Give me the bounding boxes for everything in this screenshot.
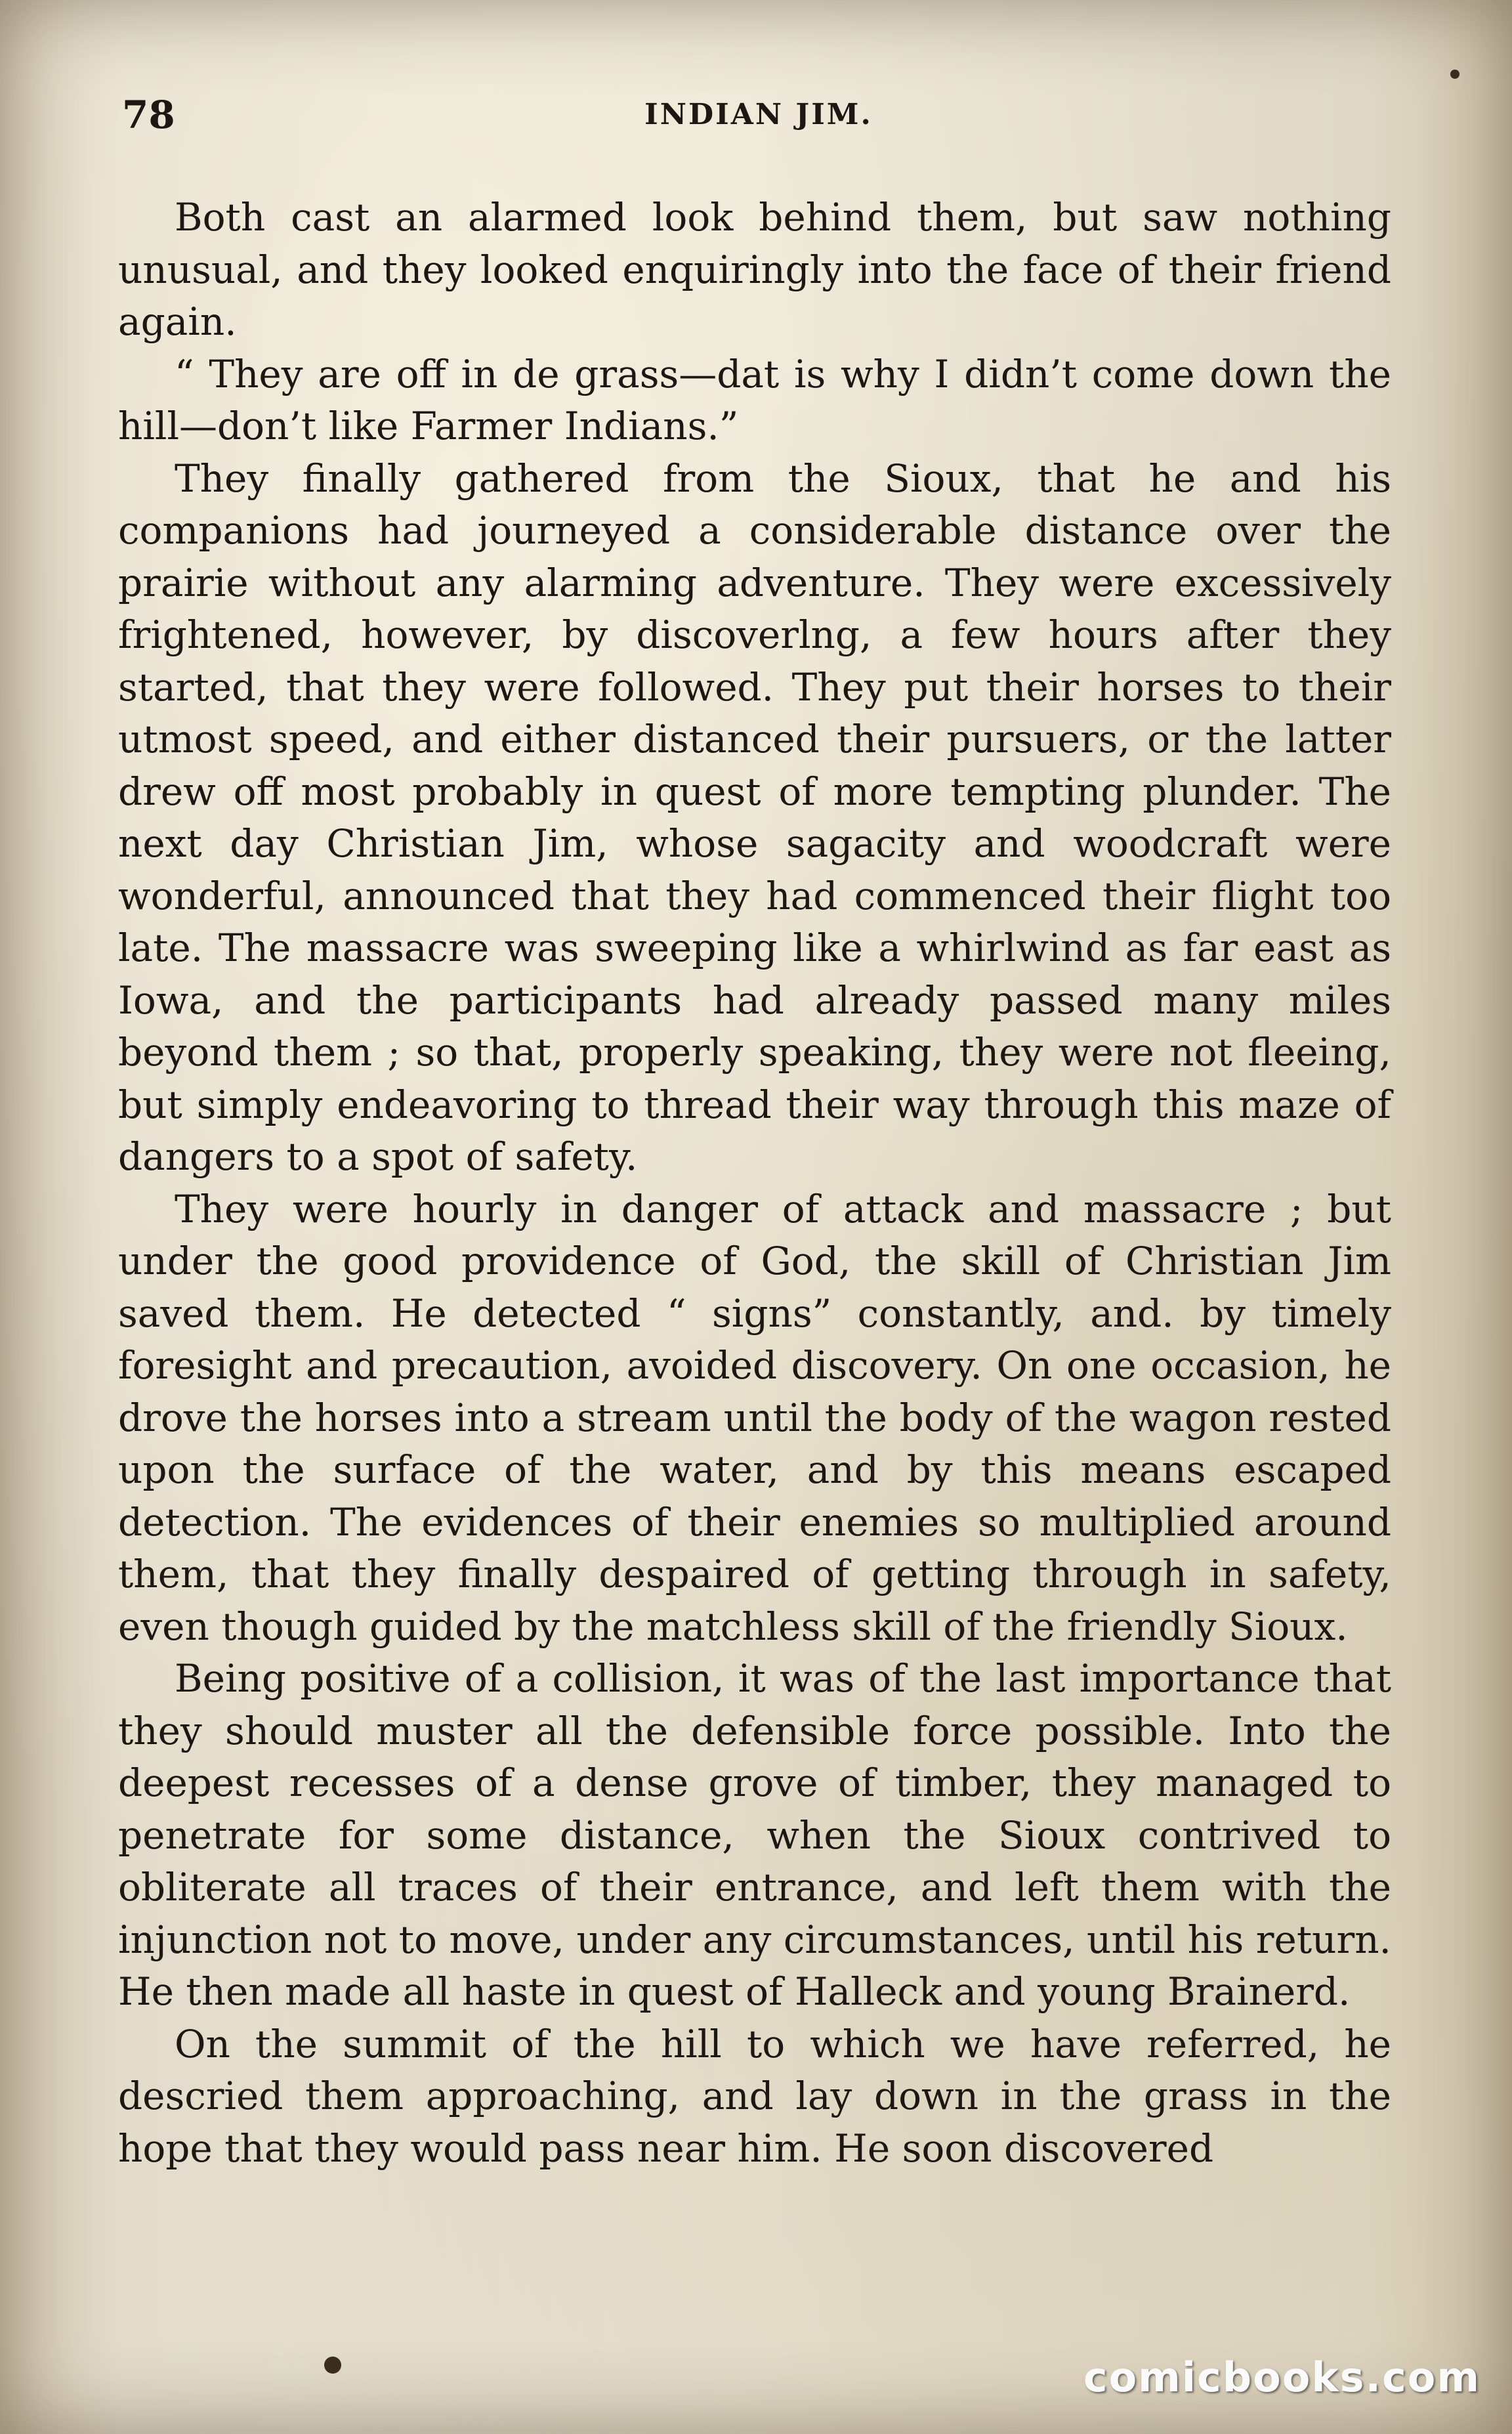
running-head: INDIAN JIM. bbox=[644, 98, 873, 131]
page-header bbox=[122, 92, 1395, 138]
paragraph: Being positive of a collision, it was of the last importance that they should muster all the defensible force possible. Into the deepest recesses of a dense grove of timber, they managed to penetrate for some distance, when the Sioux contrived to obliterate all traces of their entrance, and left them with the injunction not to move, under any circumstances, until his return. He then made all haste in quest of Halleck and young Brainerd. bbox=[118, 1656, 1391, 2014]
paragraph: “ They are off in de grass—dat is why I didn’t come down the hill—don’t like Farmer Indians.” bbox=[118, 351, 1391, 448]
paragraph: On the summit of the hill to which we have referred, he descried them approaching, and lay down in the grass in the hope that they would pass near him. He soon discovered bbox=[118, 2021, 1391, 2171]
page-number: 78 bbox=[122, 93, 175, 137]
watermark: comicbooks.com bbox=[1083, 2353, 1480, 2401]
ink-spot bbox=[324, 2357, 341, 2374]
paragraph: Both cast an alarmed look behind them, but saw nothing unusual, and they looked enquiringly into the face of their friend again. bbox=[118, 195, 1391, 344]
ink-spot bbox=[1450, 70, 1460, 79]
paragraph: They were hourly in danger of attack and massacre ; but under the good providence of God, the skill of Christian Jim saved them. He detected “ signs” constantly, and. by timely foresight and precaution, avoided discovery. On one occasion, he drove the horses into a stream until the body of the wagon rested upon the surface of the water, and by this means escaped detection. The evidences of their enemies so multiplied around them, that they finally despaired of getting through in safety, even though guided by the matchless skill of the friendly Sioux. bbox=[118, 1186, 1391, 1649]
paragraph: They finally gathered from the Sioux, that he and his companions had journeyed a considerable distance over the prairie without any alarming adventure. They were excessively frightened, however, by discoverlng, a few hours after they started, that they were followed. They put their horses to their utmost speed, and either distanced their pursuers, or the latter drew off most probably in quest of more tempting plunder. The next day Christian Jim, whose sagacity and woodcraft were wonderful, announced that they had commenced their flight too late. The massacre was sweeping like a whirlwind as far east as Iowa, and the participants had already passed many miles beyond them ; so that, properly speaking, they were not fleeing, but simply endeavoring to thread their way through this maze of dangers to a spot of safety. bbox=[118, 456, 1391, 1179]
body-text bbox=[118, 192, 1391, 2175]
